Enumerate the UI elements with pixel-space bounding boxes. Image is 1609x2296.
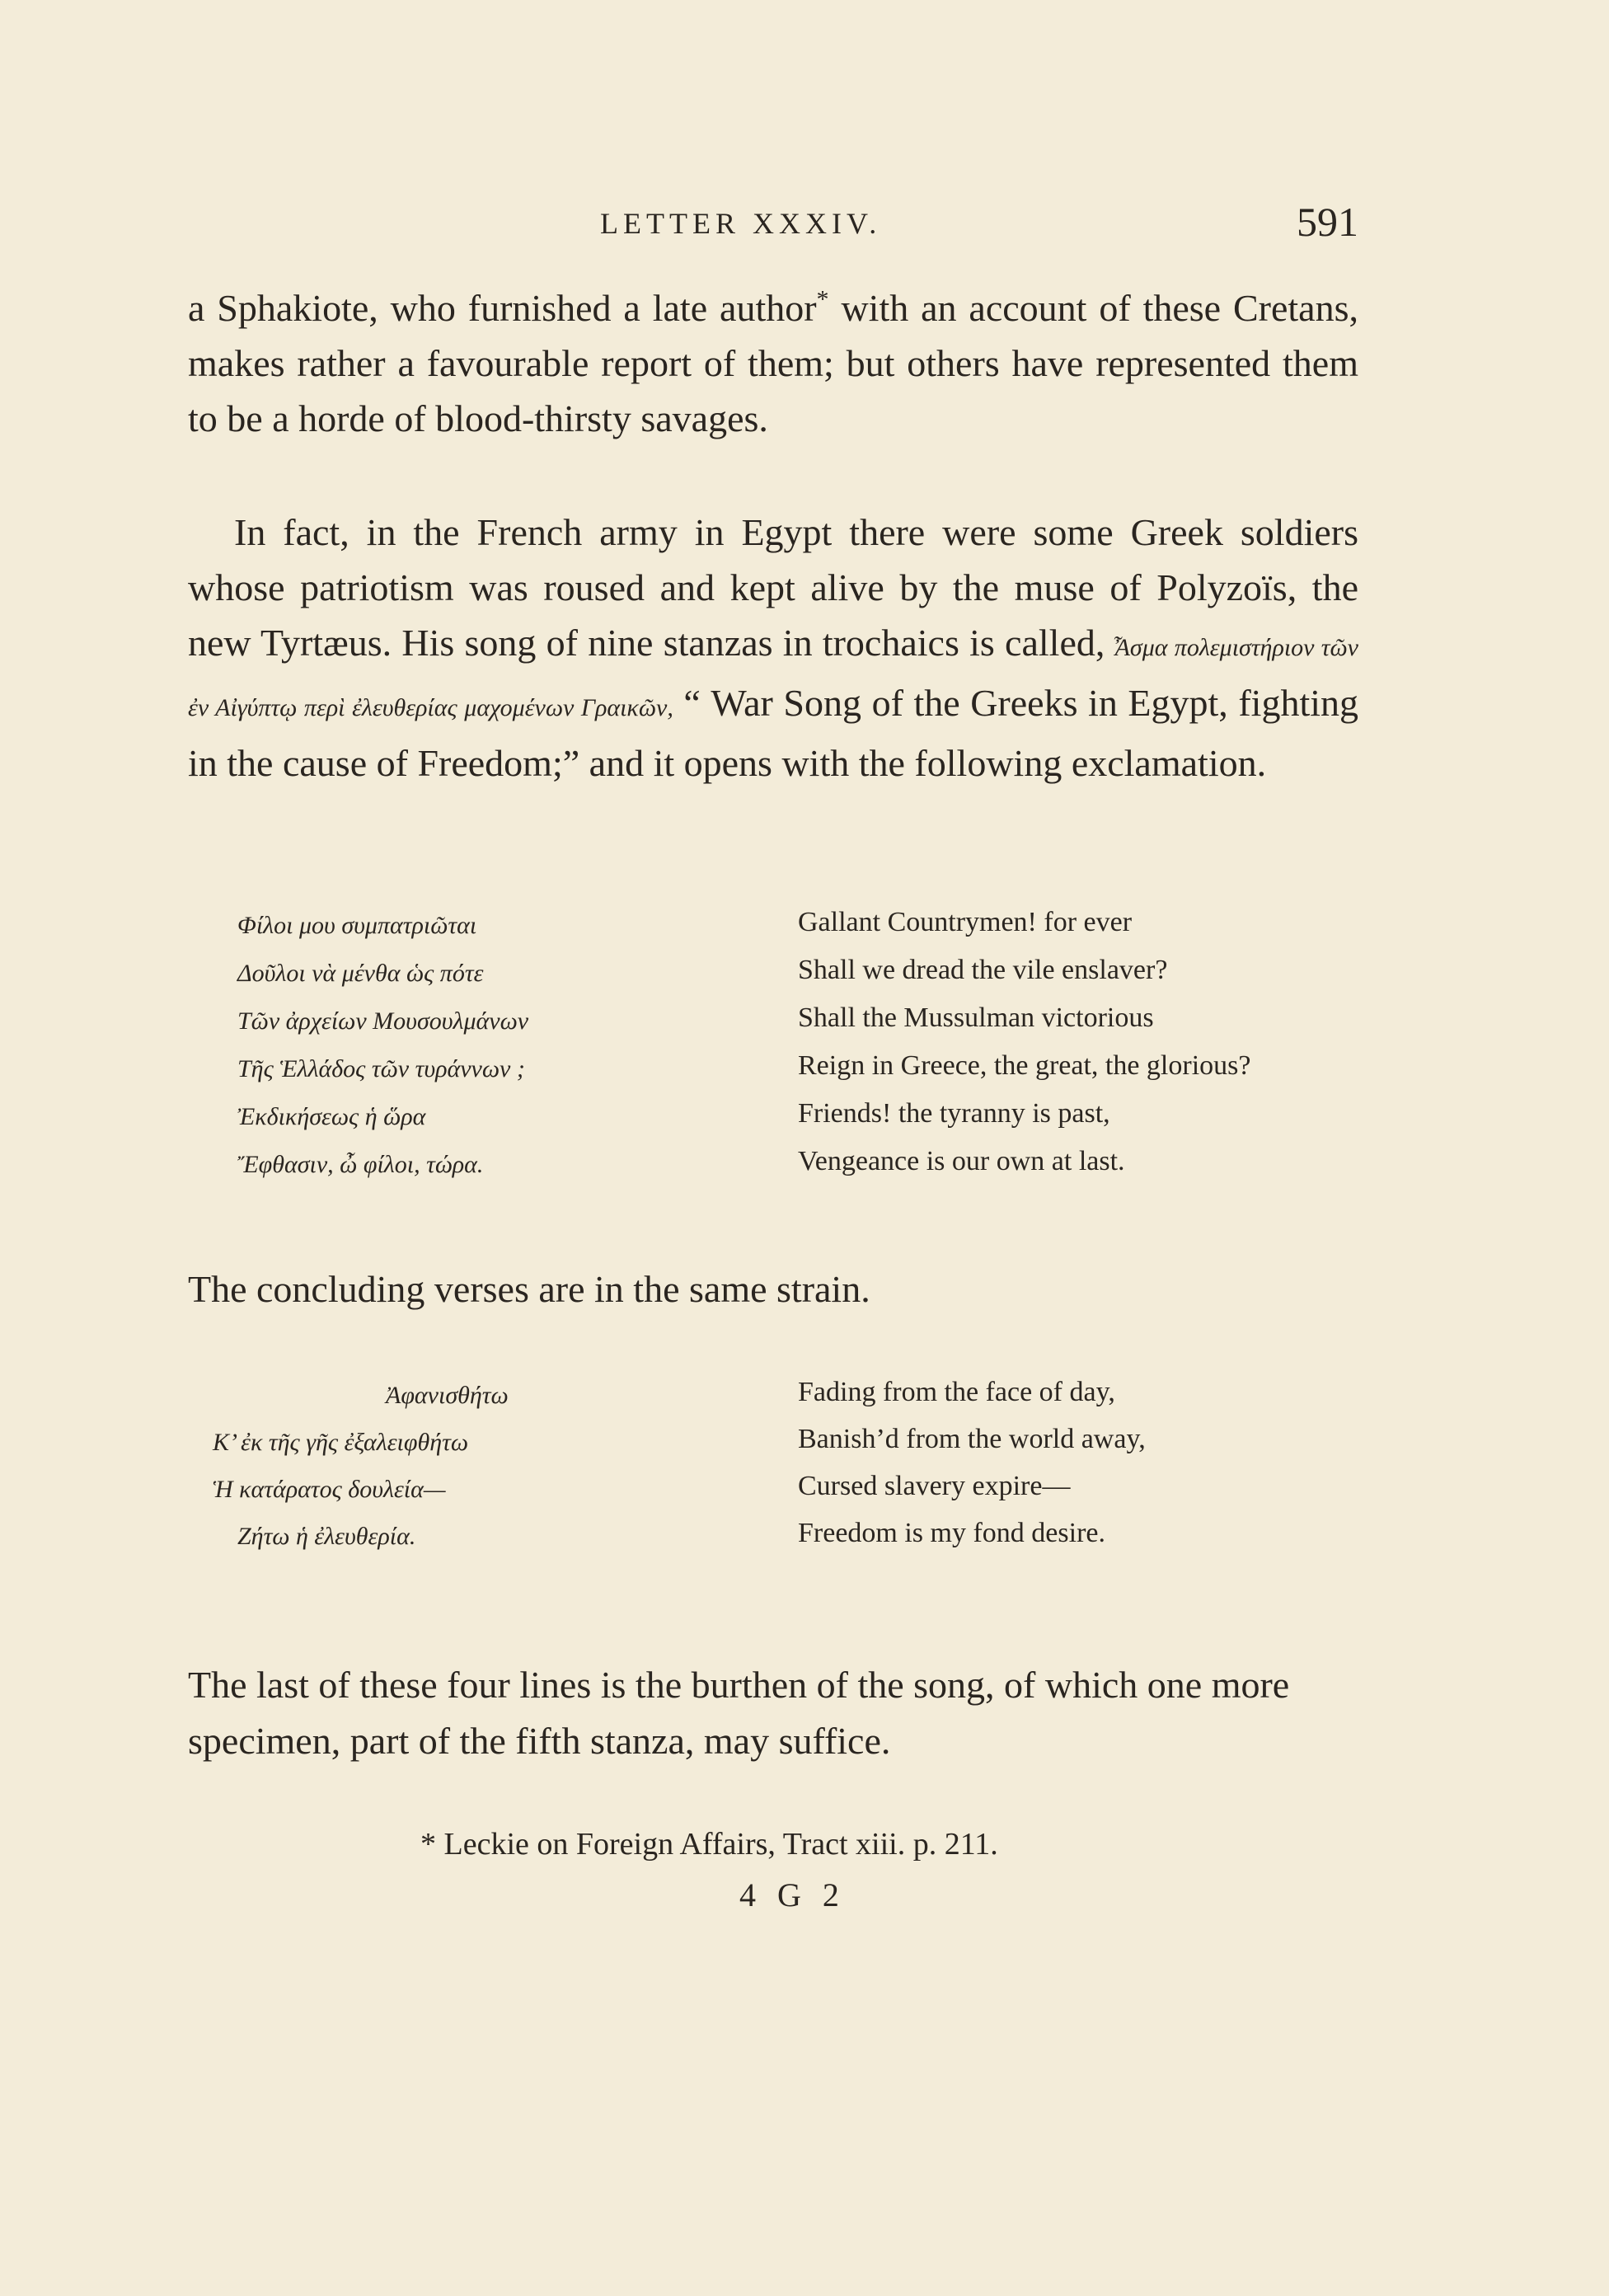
greek-verse-line: Φίλοι μου συμπατριῶται: [237, 912, 477, 939]
greek-song-title: Ἆσμα πολεμιστήριον τῶν ἐν Αἰγύπτῳ περὶ ἐλευθερίας μαχομένων Γραικῶν,: [188, 634, 1358, 721]
english-verse-line: Vengeance is our own at last.: [798, 1146, 1125, 1176]
english-verse-line: Friends! the tyranny is past,: [798, 1098, 1110, 1129]
english-verse-line: Banish’d from the world away,: [798, 1424, 1146, 1454]
english-verse-line: Shall the Mussulman victorious: [798, 1002, 1154, 1033]
greek-verse-line: Κ’ ἐκ τῆς γῆς ἐξαλειφθήτω: [213, 1429, 469, 1456]
verse-row: [188, 907, 1408, 955]
verse-row: [188, 1377, 1408, 1424]
concluding-stanza: [188, 1377, 1408, 1565]
greek-verse-line: Ἀφανισθήτω: [386, 1382, 509, 1409]
verse-row: [188, 1002, 1408, 1050]
running-head: [188, 198, 1358, 247]
verse-row: [188, 1518, 1408, 1565]
paragraph-1: [188, 280, 1358, 446]
verse-row: [188, 1471, 1408, 1518]
closing-paragraph: The last of these four lines is the burthen of the song, of which one more specimen, part of the fifth stanza, may suffice.: [188, 1664, 1290, 1762]
running-title: LETTER XXXIV.: [600, 207, 882, 240]
english-verse-line: Cursed slavery expire—: [798, 1471, 1071, 1501]
page-number: 591: [1297, 199, 1358, 245]
greek-verse-line: Ἡ κατάρατος δουλεία—: [213, 1476, 446, 1503]
english-verse-line: Reign in Greece, the great, the glorious?: [798, 1050, 1251, 1081]
signature-mark: 4 G 2: [739, 1876, 846, 1913]
english-verse-line: Freedom is my fond desire.: [798, 1518, 1105, 1548]
verse-row: [188, 1098, 1408, 1146]
footnote: * Leckie on Foreign Affairs, Tract xiii. p. 211.: [420, 1827, 998, 1862]
verse-row: [188, 1424, 1408, 1471]
verse-row: [188, 1146, 1408, 1194]
concluding-paragraph: The concluding verses are in the same strain.: [188, 1268, 870, 1310]
english-verse-line: Gallant Countrymen! for ever: [798, 907, 1133, 937]
greek-verse-line: Τῆς Ἑλλάδος τῶν τυράννων ;: [237, 1055, 525, 1082]
greek-verse-line: Ἐκδικήσεως ἡ ὥρα: [237, 1103, 426, 1130]
greek-verse-line: Δοῦλοι νὰ μένθα ὡς πότε: [237, 960, 484, 987]
footnote-marker: *: [816, 285, 829, 313]
greek-verse-line: Ἔφθασιν, ὦ φίλοι, τώρα.: [237, 1151, 484, 1178]
paragraph-1-continued: with an account of these Cretans, makes rather a favourable report of them; but others have represented them to be a horde of blood-thirsty savages.: [188, 287, 1358, 439]
paragraph-2-continued: “ War Song of the Greeks in Egypt, fighting in the cause of Freedom;” and it opens with the following exclamation.: [188, 682, 1359, 784]
paragraph-2-text: In fact, in the French army in Egypt there were some Greek soldiers whose patriotism was roused and kept alive by the muse of Polyzoïs, the new Tyrtæus. His song of nine stanzas in trochaics is called,: [188, 511, 1358, 664]
verse-row: [188, 1050, 1408, 1098]
english-verse-line: Fading from the face of day,: [798, 1377, 1115, 1407]
paragraph-1-text: a Sphakiote, who furnished a late author: [188, 287, 817, 329]
paragraph-2: [188, 505, 1358, 791]
greek-verse-line: Τῶν ἀρχείων Μουσουλμάνων: [237, 1007, 529, 1035]
opening-stanza: [188, 907, 1408, 1194]
verse-row: [188, 955, 1408, 1002]
greek-verse-line: Ζήτω ἡ ἐλευθερία.: [237, 1523, 416, 1550]
english-verse-line: Shall we dread the vile enslaver?: [798, 955, 1168, 985]
